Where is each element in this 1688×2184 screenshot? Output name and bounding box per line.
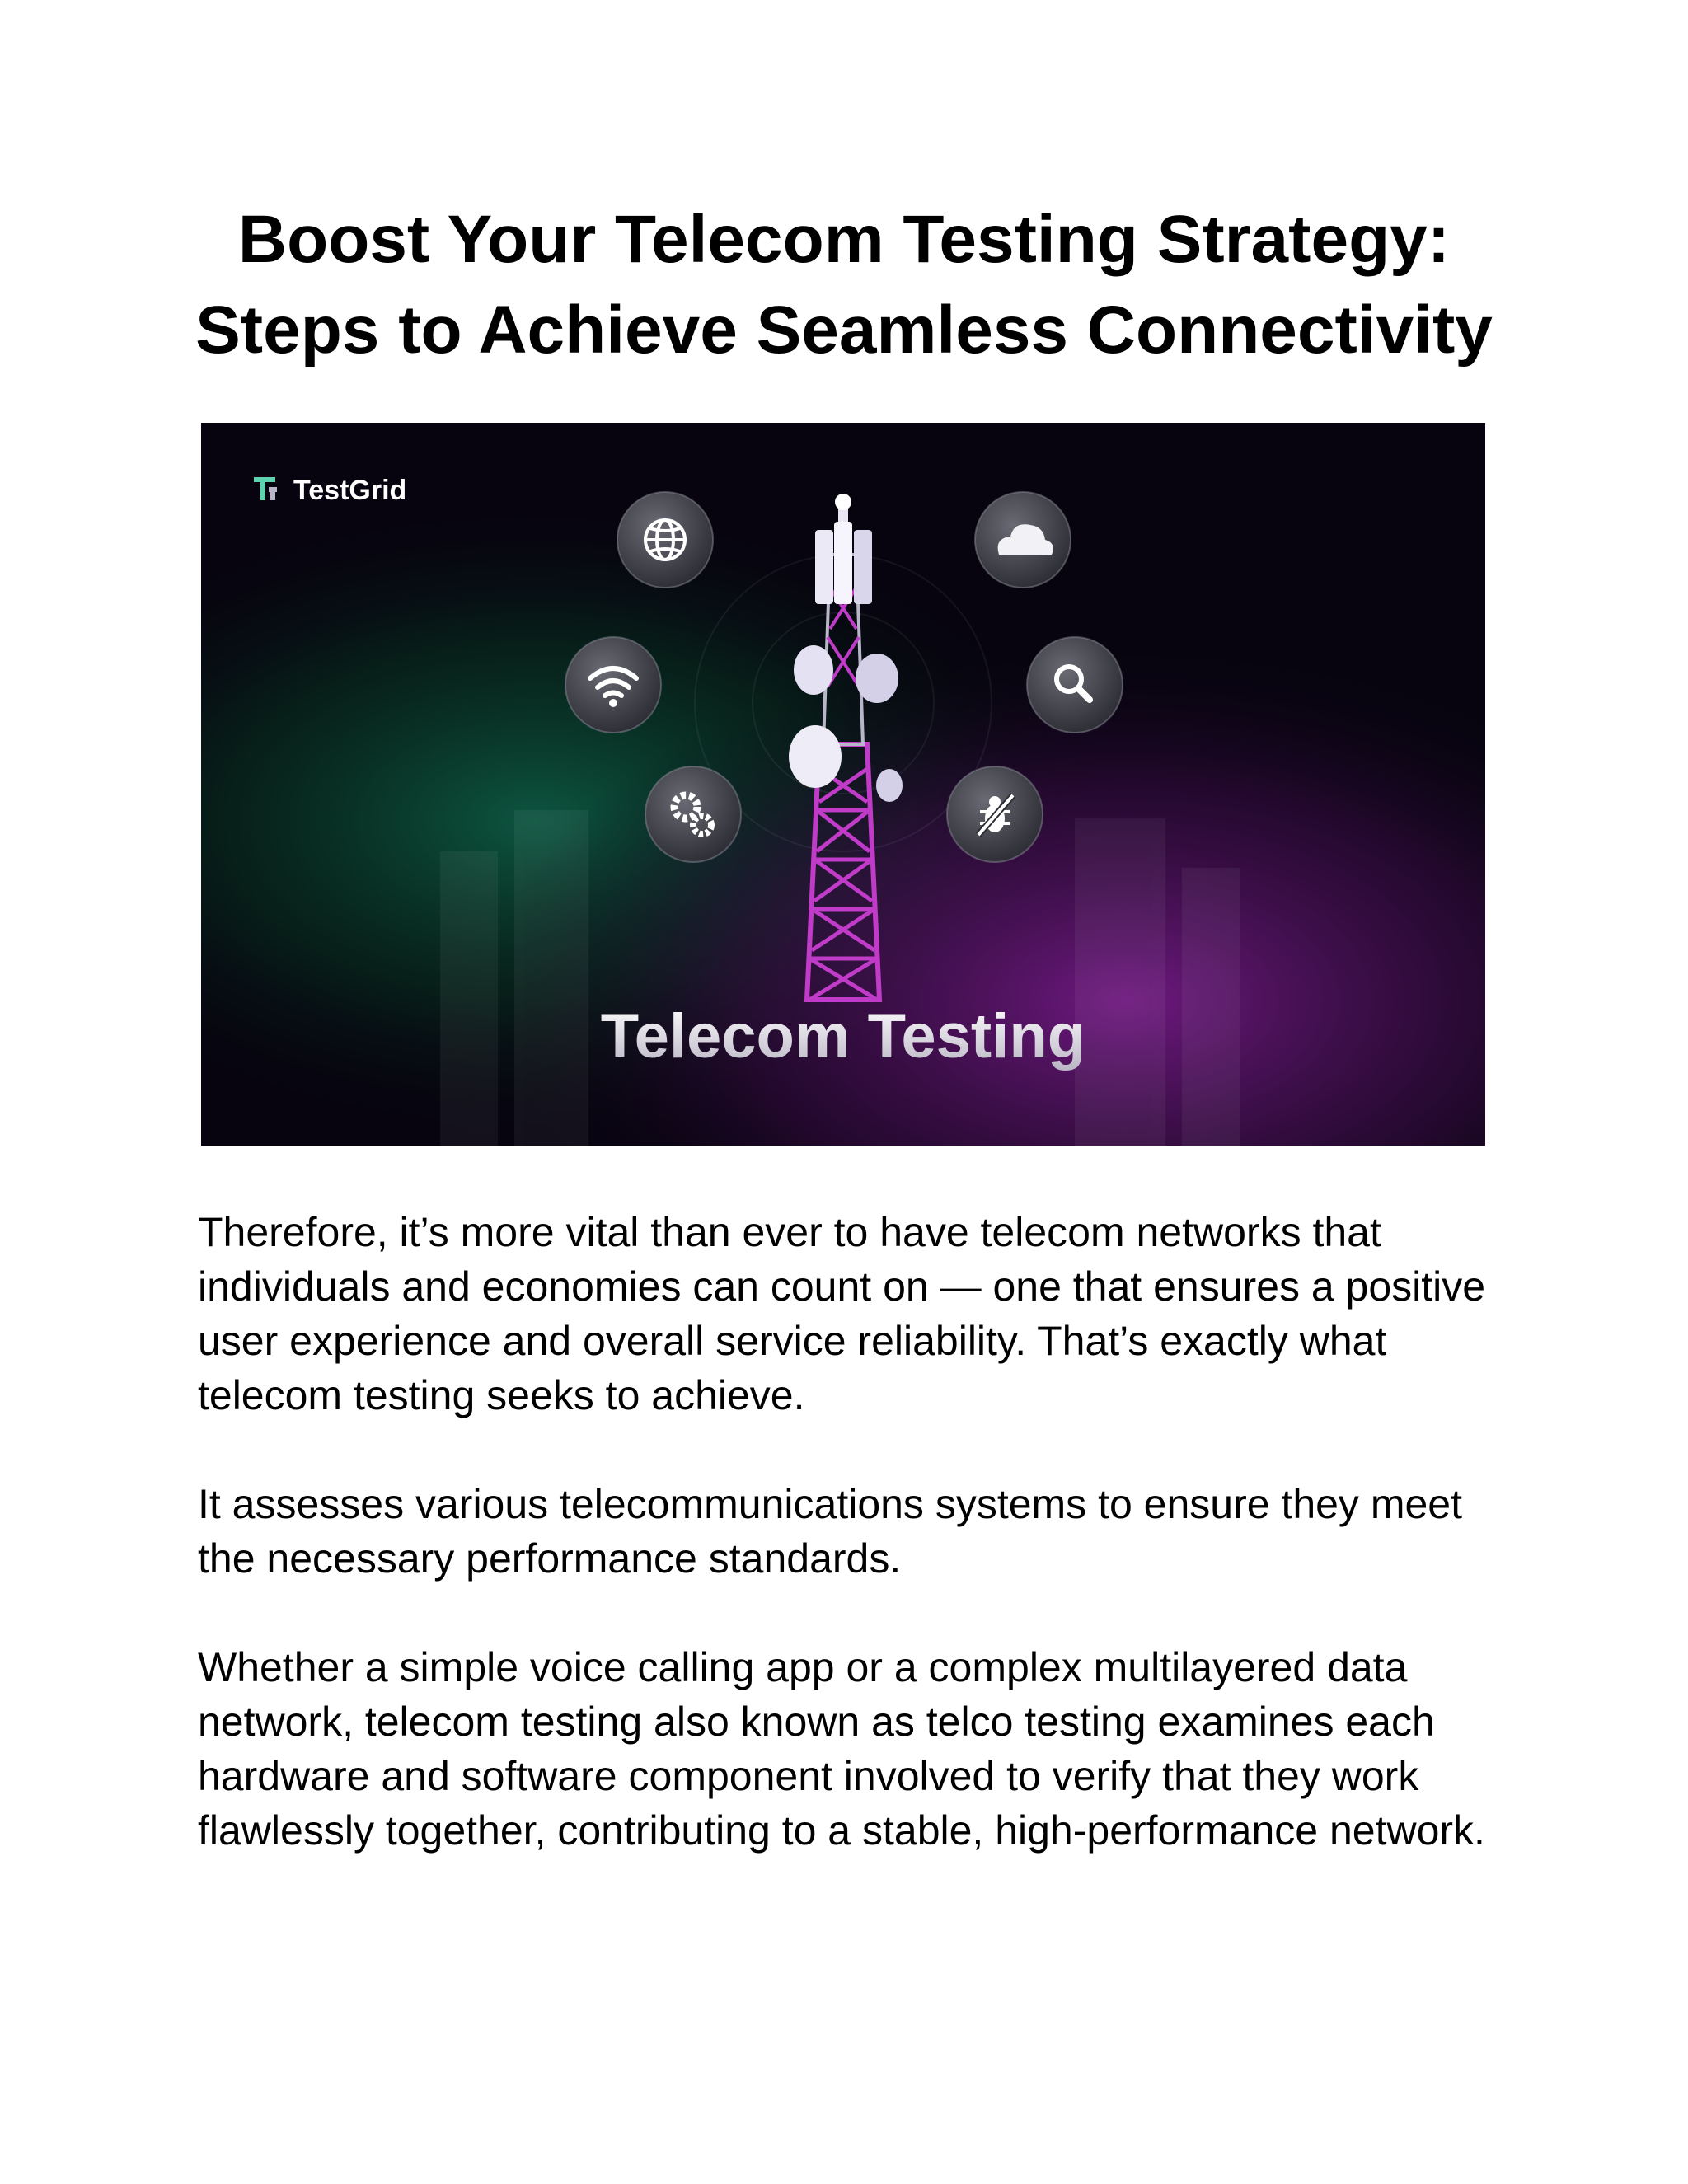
brand-name: TestGrid bbox=[293, 475, 407, 506]
paragraph-2: It assesses various telecommunications systems to ensure they meet the necessary performance standards. bbox=[198, 1481, 1462, 1582]
cloud-icon bbox=[975, 492, 1071, 588]
title-line-2: Steps to Achieve Seamless Connectivity bbox=[195, 293, 1493, 368]
paragraph-1: Therefore, it’s more vital than ever to have telecom networks that individuals and economies can count on — one that ensures a positive user experience and overall service reliability. That’s exactly what telecom testing seeks to achieve. bbox=[198, 1209, 1486, 1418]
page-title bbox=[115, 194, 1573, 376]
globe-icon bbox=[617, 492, 713, 588]
search-icon bbox=[1027, 637, 1123, 733]
wifi-icon bbox=[565, 637, 661, 733]
hero-caption: Telecom Testing bbox=[600, 1001, 1086, 1071]
article-body bbox=[198, 1205, 1508, 1912]
title-line-1: Boost Your Telecom Testing Strategy: bbox=[237, 202, 1451, 277]
hero-illustration bbox=[201, 423, 1485, 1146]
paragraph-3: Whether a simple voice calling app or a complex multilayered data network, telecom testing also known as telco testing examines each hardware and software component involved to verify that they work flawlessly together, contributing to a stable, high-performance network. bbox=[198, 1644, 1485, 1854]
bug-off-icon bbox=[947, 766, 1043, 862]
gears-icon bbox=[645, 766, 741, 862]
hero-image bbox=[201, 423, 1485, 1146]
